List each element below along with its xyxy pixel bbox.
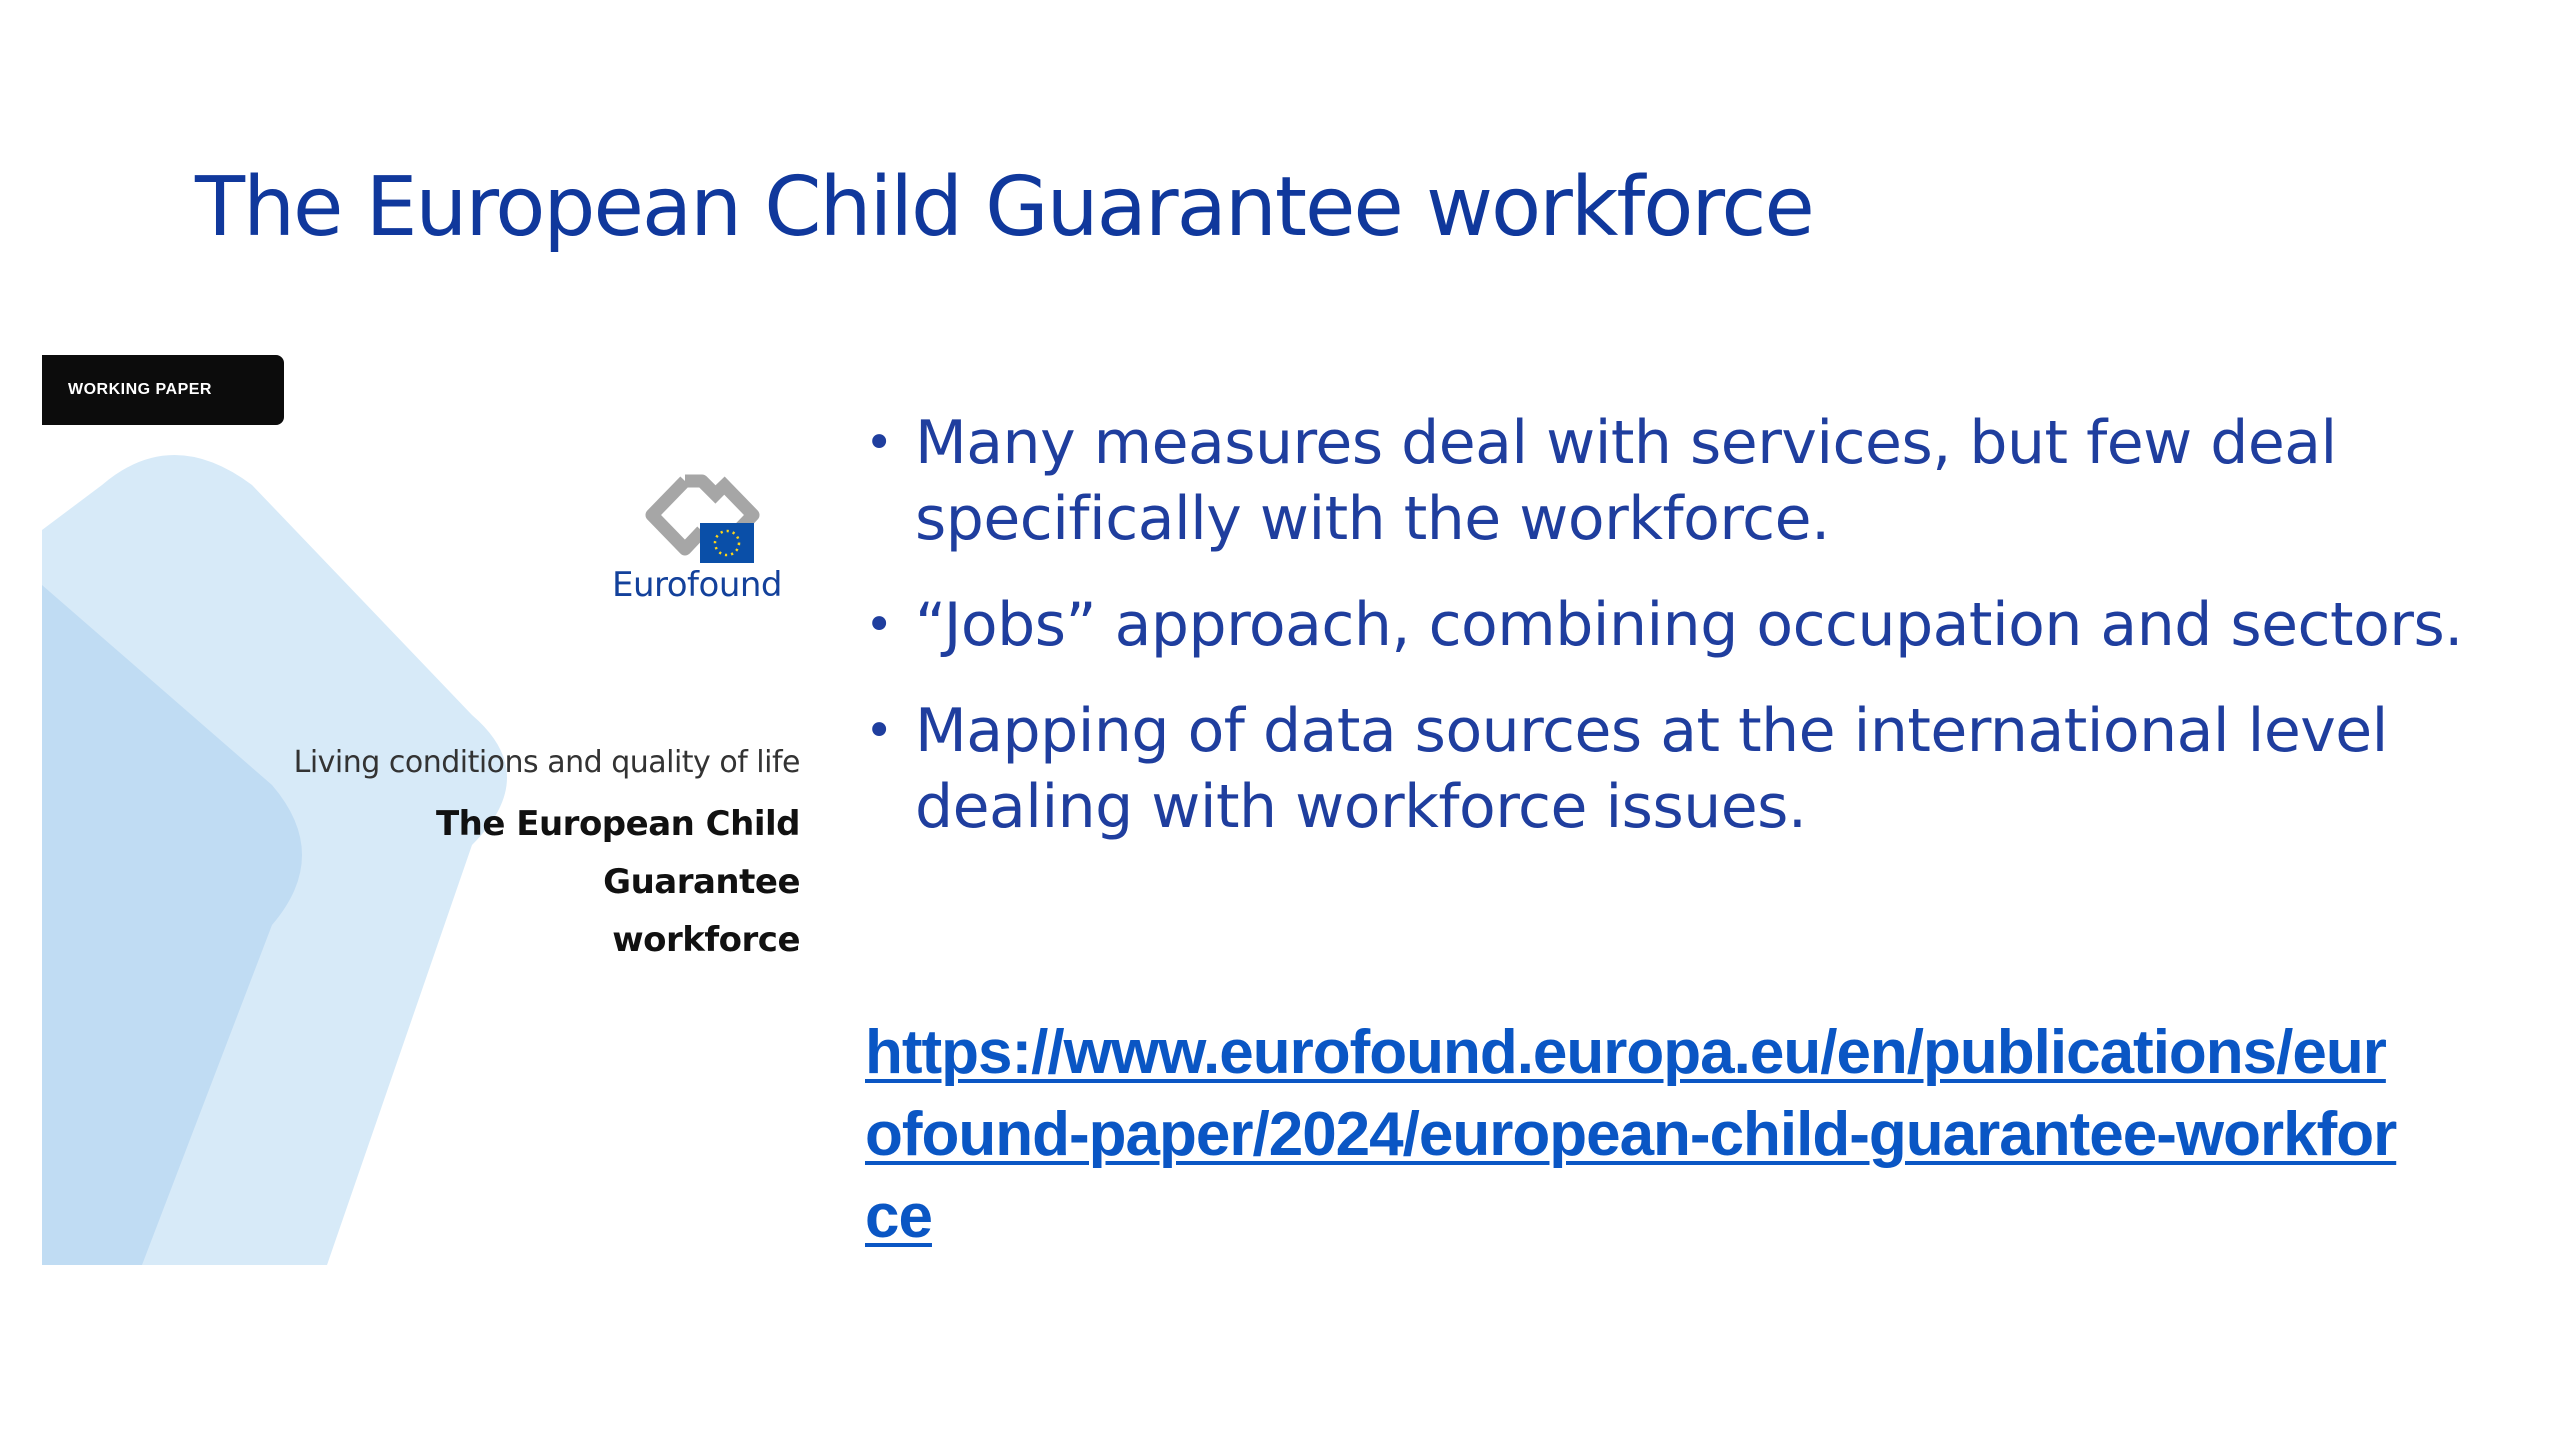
bullet-text: Mapping of data sources at the international level dealing with workforce issues. xyxy=(915,696,2388,842)
eu-flag-icon xyxy=(700,523,754,563)
bullet-item xyxy=(865,587,2465,663)
bullet-item xyxy=(865,693,2465,845)
bullet-list xyxy=(865,405,2465,875)
bullet-text: Many measures deal with services, but few deal specifically with the workforce. xyxy=(915,408,2337,554)
eurofound-logo xyxy=(582,473,782,623)
slide-title: The European Child Guarantee workforce xyxy=(195,160,1813,255)
cover-title xyxy=(240,795,800,969)
publication-link[interactable]: https://www.eurofound.europa.eu/en/publications/eurofound-paper/2024/european-child-guarantee-workforce xyxy=(865,1018,2397,1251)
bullet-dot-icon: • xyxy=(865,415,893,471)
bullet-item xyxy=(865,405,2465,557)
bullet-dot-icon: • xyxy=(865,703,893,759)
eurofound-logo-icon xyxy=(640,473,770,568)
logo-wordmark: Eurofound xyxy=(611,565,782,605)
working-paper-tag: WORKING PAPER xyxy=(42,355,284,425)
cover-subtitle: Living conditions and quality of life xyxy=(293,745,800,780)
cover-title-line: workforce xyxy=(612,920,800,960)
working-paper-cover xyxy=(42,355,802,1265)
bullet-dot-icon: • xyxy=(865,597,893,653)
cover-title-line: The European Child Guarantee xyxy=(435,804,800,902)
bullet-text: “Jobs” approach, combining occupation and sectors. xyxy=(915,590,2463,660)
